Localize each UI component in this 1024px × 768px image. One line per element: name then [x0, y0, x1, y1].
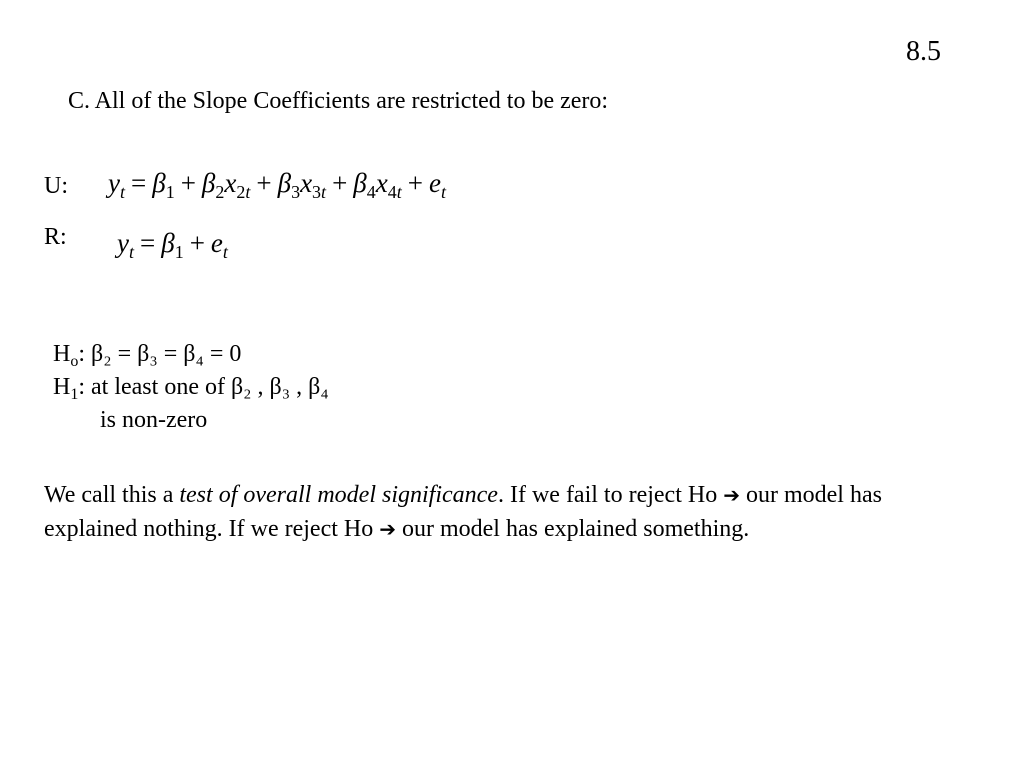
paragraph-text-2: . If we fail to reject Ho: [497, 482, 724, 508]
null-hypothesis-statement: : β₂ = β₃ = β₄ = 0: [78, 341, 242, 367]
right-arrow-icon: ➔: [379, 517, 396, 541]
paragraph-text-3: our model has explained nothing. If we reject Ho: [44, 482, 882, 542]
paragraph-text-1: We call this a: [44, 482, 180, 508]
alternative-hypothesis-symbol: H: [53, 374, 71, 400]
paragraph-text-4: our model has explained something.: [395, 516, 750, 542]
unrestricted-model-equation: $y_t = \beta_1 + \beta_2x_{2t} + \beta_3x_{3t} + \beta_4x_{4t} + e_t$: [108, 168, 446, 202]
alternative-hypothesis-continuation: is non-zero: [100, 407, 208, 433]
restricted-model-equation: $y_t = \beta_1 + e_t$: [117, 228, 228, 262]
restricted-model-label: R:: [44, 224, 67, 250]
alternative-hypothesis-subscript: 1: [70, 386, 79, 403]
explanation-paragraph: [44, 478, 924, 546]
null-hypothesis-subscript: o: [70, 353, 79, 370]
page-number: 8.5: [906, 36, 941, 67]
unrestricted-model-label: U:: [44, 173, 68, 199]
slide-heading: C. All of the Slope Coefficients are restricted to be zero:: [68, 88, 609, 114]
right-arrow-icon: ➔: [723, 483, 740, 507]
alternative-hypothesis: [53, 371, 329, 404]
alternative-hypothesis-statement: : at least one of β₂ , β₃ , β₄: [78, 374, 329, 400]
paragraph-emphasis: test of overall model significance: [179, 482, 498, 508]
null-hypothesis-symbol: H: [53, 341, 71, 367]
null-hypothesis: [53, 338, 241, 371]
